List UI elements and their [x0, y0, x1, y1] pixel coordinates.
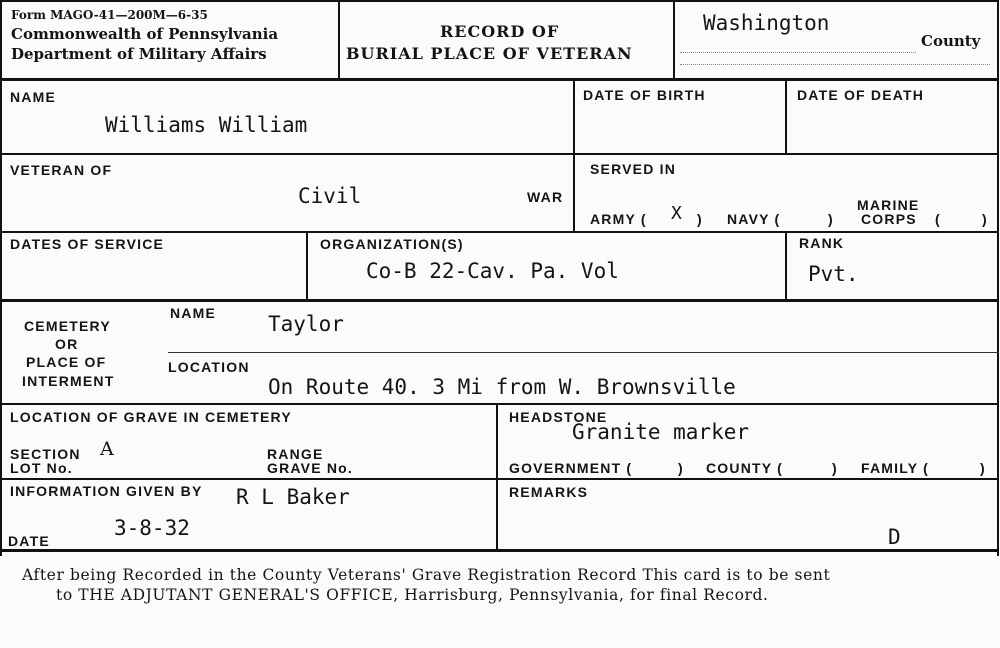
card-top-border [0, 0, 999, 2]
header-divider-1 [338, 0, 340, 78]
rank-value: Pvt. [808, 262, 859, 286]
rule-row-4 [0, 403, 999, 405]
cemetery-label-4: INTERMENT [22, 373, 115, 389]
cemetery-label-2: OR [55, 336, 79, 352]
range-label: RANGE [267, 446, 324, 462]
rule-row-5 [0, 478, 999, 480]
name-label: NAME [10, 89, 57, 105]
remarks-label: REMARKS [509, 484, 589, 500]
cemetery-label-1: CEMETERY [24, 318, 111, 334]
army-label: ARMY ( [590, 211, 647, 227]
organization-label: ORGANIZATION(S) [320, 236, 464, 252]
government-label: GOVERNMENT ( [509, 460, 633, 476]
army-close: ) [697, 211, 703, 227]
org-line-2: Department of Military Affairs [11, 45, 267, 63]
divider-grave-headstone [496, 404, 498, 550]
rule-row-6 [0, 549, 999, 552]
date-of-birth-label: DATE OF BIRTH [583, 87, 706, 103]
card-right-border [997, 0, 999, 556]
headstone-county-close: ) [832, 460, 838, 476]
information-label: INFORMATION GIVEN BY [10, 483, 203, 499]
cemetery-name-label: NAME [170, 305, 217, 321]
marine-open: ( [935, 211, 941, 227]
lot-label: LOT No. [10, 460, 73, 476]
information-value: R L Baker [236, 485, 350, 509]
marine-label-1: MARINE [857, 197, 920, 213]
navy-label: NAVY ( [727, 211, 781, 227]
war-label: WAR [527, 189, 564, 205]
county-value: Washington [703, 11, 830, 35]
army-mark: X [671, 203, 682, 224]
rule-row-1 [0, 153, 999, 155]
rule-row-2 [0, 231, 999, 233]
navy-close: ) [828, 211, 834, 227]
date-value: 3-8-32 [114, 516, 190, 540]
headstone-county-label: COUNTY ( [706, 460, 784, 476]
dates-of-service-label: DATES OF SERVICE [10, 236, 165, 252]
county-dotted-line-2 [680, 64, 990, 65]
section-value: A [100, 438, 114, 460]
cemetery-name-value: Taylor [268, 312, 344, 336]
remarks-value: D [888, 525, 901, 549]
footer-line-2: to THE ADJUTANT GENERAL'S OFFICE, Harrisburg, Pennsylvania, for final Record. [56, 586, 769, 604]
grave-number-label: GRAVE No. [267, 460, 353, 476]
marine-close: ) [982, 211, 988, 227]
cemetery-location-label: LOCATION [168, 359, 250, 375]
card-left-border [0, 0, 2, 556]
county-label: County [921, 32, 981, 50]
header-divider-2 [673, 0, 675, 78]
headstone-label: HEADSTONE [509, 409, 608, 425]
rule-row-3 [0, 299, 999, 302]
veteran-of-value: Civil [298, 184, 362, 208]
rule-header-bottom [0, 78, 999, 81]
org-line-1: Commonwealth of Pennsylvania [11, 25, 279, 43]
title-line-1: RECORD OF [440, 22, 560, 41]
form-number: Form MAGO-41—200M—6-35 [11, 8, 208, 22]
served-in-label: SERVED IN [590, 161, 677, 177]
organization-value: Co-B 22-Cav. Pa. Vol [366, 259, 619, 283]
headstone-value: Granite marker [572, 420, 750, 444]
divider-birth-death [785, 80, 787, 154]
date-label: DATE [8, 533, 50, 549]
date-of-death-label: DATE OF DEATH [797, 87, 925, 103]
county-dotted-line [680, 52, 916, 53]
veteran-of-label: VETERAN OF [10, 162, 113, 178]
divider-org-rank [785, 232, 787, 300]
name-value: Williams William [105, 113, 308, 137]
rank-label: RANK [799, 235, 845, 251]
cemetery-location-value: On Route 40. 3 Mi from W. Brownsville [268, 375, 736, 399]
rule-cemetery-name [168, 352, 999, 353]
cemetery-label-3: PLACE OF [26, 354, 107, 370]
title-line-2: BURIAL PLACE OF VETERAN [346, 44, 633, 63]
divider-name-birth [573, 80, 575, 232]
marine-label-2: CORPS [861, 211, 917, 227]
family-close: ) [980, 460, 986, 476]
family-label: FAMILY ( [861, 460, 929, 476]
divider-dates-org [306, 232, 308, 300]
grave-location-label: LOCATION OF GRAVE IN CEMETERY [10, 409, 292, 425]
government-close: ) [678, 460, 684, 476]
section-label: SECTION [10, 446, 81, 462]
footer-line-1: After being Recorded in the County Veterans' Grave Registration Record This card is to be sent [22, 566, 831, 584]
